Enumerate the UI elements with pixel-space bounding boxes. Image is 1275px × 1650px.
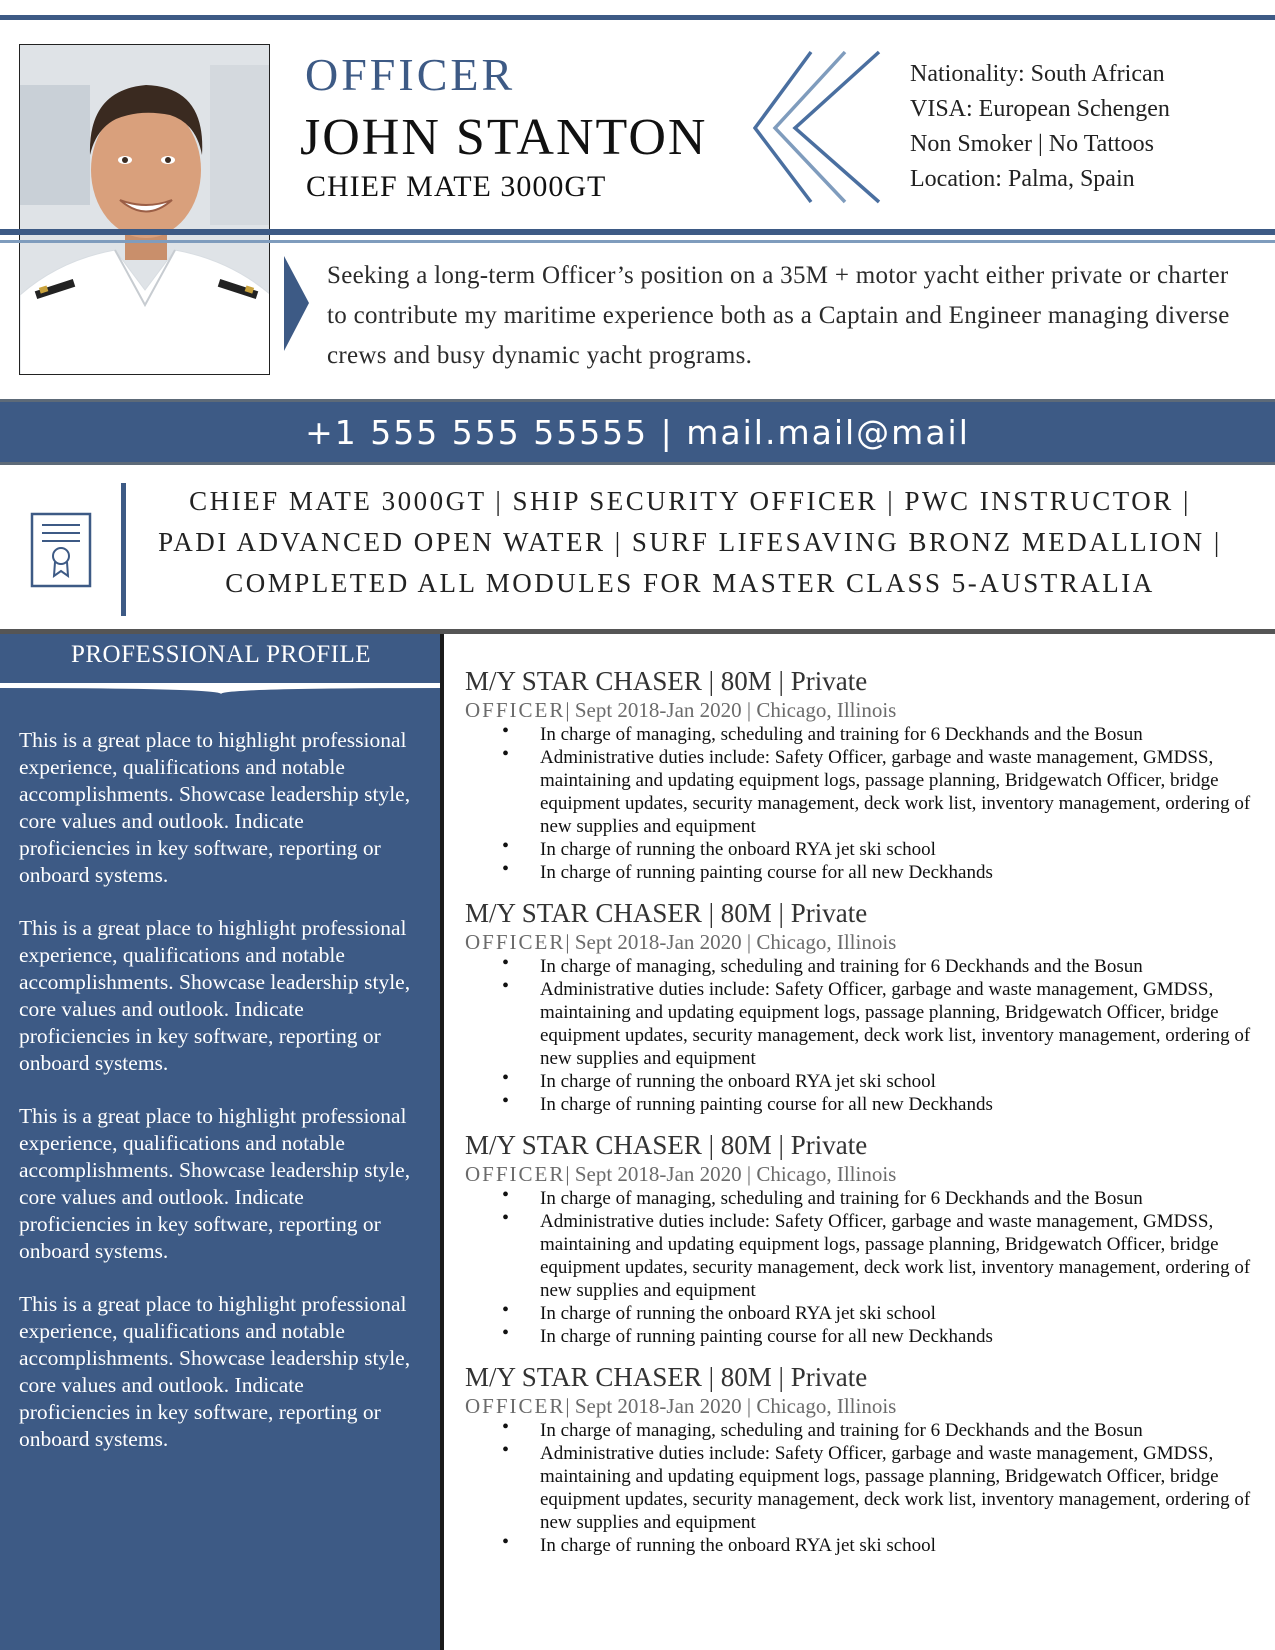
- profile-paragraphs: [19, 727, 419, 1479]
- duty-item: • In charge of running the onboard RYA jet ski school: [540, 1302, 1255, 1325]
- top-rule: [0, 15, 1275, 20]
- profile-paragraph: This is a great place to highlight professional experience, qualifications and notable accomplishments. Showcase leadership style, core values and outlook. Indicate proficiencies in key software, reporting or onboard systems.: [19, 916, 411, 1075]
- job-title: M/Y STAR CHASER | 80M | Private: [465, 666, 868, 696]
- profile-paragraph: This is a great place to highlight professional experience, qualifications and notable accomplishments. Showcase leadership style, core values and outlook. Indicate proficiencies in key software, reporting or onboard systems.: [19, 728, 411, 887]
- duty-item: • In charge of running painting course for all new Deckhands: [540, 861, 1255, 884]
- job-entry: [465, 666, 1255, 884]
- job-meta: [465, 929, 1255, 955]
- detail-habits: Non Smoker | No Tattoos: [910, 131, 1155, 157]
- detail-location: Location: Palma, Spain: [910, 166, 1135, 192]
- job-title: M/Y STAR CHASER | 80M | Private: [465, 898, 868, 928]
- duty-item: • Administrative duties include: Safety Officer, garbage and waste management, GMDSS, maintaining and updating equipment logs, passage planning, Bridgewatch Officer, bridge equipment updates, security management, deck work list, inventory management, ordering of new supplies and equipment: [540, 1210, 1255, 1302]
- job-title: M/Y STAR CHASER | 80M | Private: [465, 1362, 868, 1392]
- duty-item: • In charge of managing, scheduling and training for 6 Deckhands and the Bosun: [540, 1419, 1255, 1442]
- job-duties: [465, 1187, 1255, 1348]
- duty-item: • In charge of managing, scheduling and training for 6 Deckhands and the Bosun: [540, 1187, 1255, 1210]
- job-dates: | Sept 2018-Jan 2020 | Chicago, Illinois: [565, 1162, 897, 1186]
- job-role: OFFICER: [465, 698, 566, 722]
- experience-section: [465, 666, 1255, 1571]
- cert-divider: [121, 483, 126, 616]
- profile-paragraph: This is a great place to highlight professional experience, qualifications and notable accomplishments. Showcase leadership style, core values and outlook. Indicate proficiencies in key software, reporting or onboard systems.: [19, 1292, 411, 1451]
- profile-photo: [19, 44, 270, 375]
- duty-item: • In charge of running painting course for all new Deckhands: [540, 1325, 1255, 1348]
- cert-line: CHIEF MATE 3000GT | SHIP SECURITY OFFICER | PWC INSTRUCTOR |: [189, 486, 1191, 516]
- candidate-subtitle: CHIEF MATE 3000GT: [306, 170, 607, 203]
- detail-nationality: Nationality: South African: [910, 61, 1165, 87]
- duty-item: • Administrative duties include: Safety Officer, garbage and waste management, GMDSS, maintaining and updating equipment logs, passage planning, Bridgewatch Officer, bridge equipment updates, security management, deck work list, inventory management, ordering of new supplies and equipment: [540, 978, 1255, 1070]
- duty-item: • In charge of running the onboard RYA jet ski school: [540, 1070, 1255, 1093]
- duty-item: • Administrative duties include: Safety Officer, garbage and waste management, GMDSS, maintaining and updating equipment logs, passage planning, Bridgewatch Officer, bridge equipment updates, security management, deck work list, inventory management, ordering of new supplies and equipment: [540, 746, 1255, 838]
- duty-item: • In charge of managing, scheduling and training for 6 Deckhands and the Bosun: [540, 723, 1255, 746]
- job-entry: [465, 1362, 1255, 1557]
- detail-visa: VISA: European Schengen: [910, 96, 1170, 122]
- cert-line: COMPLETED ALL MODULES FOR MASTER CLASS 5-AUSTRALIA: [225, 568, 1155, 598]
- rank-title: OFFICER: [305, 49, 516, 100]
- job-dates: | Sept 2018-Jan 2020 | Chicago, Illinois: [565, 698, 897, 722]
- job-entry: [465, 1130, 1255, 1348]
- job-duties: [465, 955, 1255, 1116]
- job-duties: [465, 1419, 1255, 1557]
- header-rule-thin: [0, 240, 1275, 243]
- duty-item: • In charge of running the onboard RYA jet ski school: [540, 1534, 1255, 1557]
- duty-item: • In charge of running the onboard RYA jet ski school: [540, 838, 1255, 861]
- column-divider: [440, 634, 444, 1650]
- candidate-name: JOHN STANTON: [300, 109, 708, 166]
- job-meta: [465, 697, 1255, 723]
- profile-paragraph: This is a great place to highlight professional experience, qualifications and notable accomplishments. Showcase leadership style, core values and outlook. Indicate proficiencies in key software, reporting or onboard systems.: [19, 1104, 411, 1263]
- contact-info: +1 555 555 55555 | mail.mail@mail: [305, 412, 970, 452]
- personal-details: [910, 57, 1170, 197]
- certifications-list: [140, 481, 1240, 604]
- duty-item: • In charge of managing, scheduling and training for 6 Deckhands and the Bosun: [540, 955, 1255, 978]
- job-meta: [465, 1161, 1255, 1187]
- duty-item: • Administrative duties include: Safety Officer, garbage and waste management, GMDSS, maintaining and updating equipment logs, passage planning, Bridgewatch Officer, bridge equipment updates, security management, deck work list, inventory management, ordering of new supplies and equipment: [540, 1442, 1255, 1534]
- chevron-decoration-icon: [753, 50, 883, 205]
- job-role: OFFICER: [465, 1162, 566, 1186]
- job-dates: | Sept 2018-Jan 2020 | Chicago, Illinois: [565, 1394, 897, 1418]
- job-role: OFFICER: [465, 930, 566, 954]
- certificate-icon: [30, 512, 92, 588]
- cert-line: PADI ADVANCED OPEN WATER | SURF LIFESAVING BRONZ MEDALLION |: [158, 527, 1222, 557]
- job-meta: [465, 1393, 1255, 1419]
- job-role: OFFICER: [465, 1394, 566, 1418]
- header-rule: [0, 229, 1275, 235]
- portrait-illustration: [20, 45, 270, 375]
- profile-heading-underline: [0, 680, 442, 694]
- profile-heading: PROFESSIONAL PROFILE: [70, 641, 372, 668]
- objective-statement: Seeking a long-term Officer’s position on a 35M + motor yacht either private or charter to contribute my maritime experience both as a Captain and Engineer managing diverse crews and busy dynamic yacht programs.: [327, 262, 1230, 369]
- duty-item: • In charge of running painting course for all new Deckhands: [540, 1093, 1255, 1116]
- job-duties: [465, 723, 1255, 884]
- objective-arrow-icon: [284, 256, 309, 351]
- contact-band: [0, 399, 1275, 465]
- job-entry: [465, 898, 1255, 1116]
- job-dates: | Sept 2018-Jan 2020 | Chicago, Illinois: [565, 930, 897, 954]
- job-title: M/Y STAR CHASER | 80M | Private: [465, 1130, 868, 1160]
